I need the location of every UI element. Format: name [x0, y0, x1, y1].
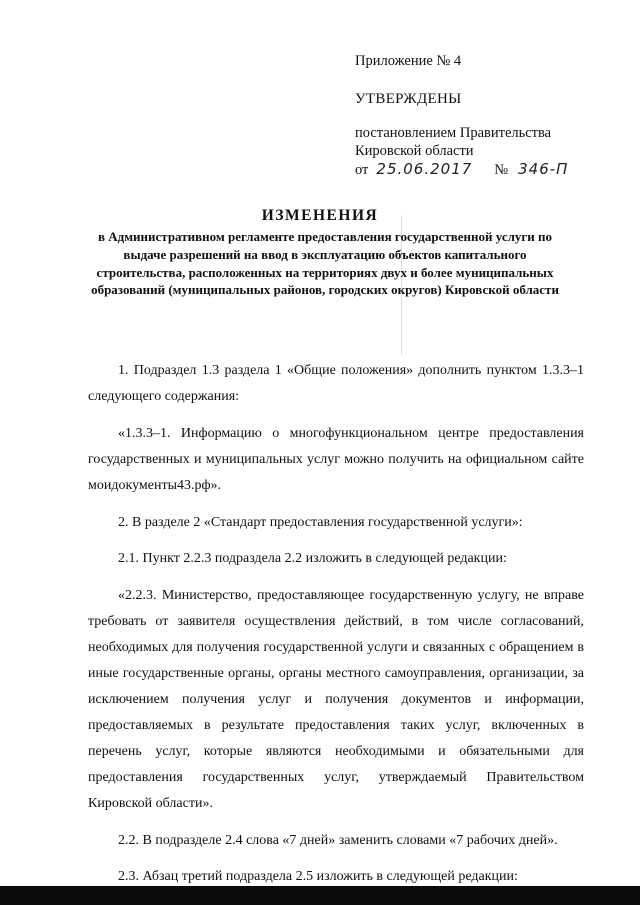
decree-number: 346-П — [518, 160, 569, 178]
paragraph-2: «1.3.3–1. Информацию о многофункциональном центре предоставления государственных и муниципальных услуг можно получить на официальном сайте моидокументы43.рф». — [88, 425, 584, 493]
appendix-label: Приложение № 4 — [355, 53, 462, 69]
paragraph-6: 2.2. В подразделе 2.4 слова «7 дней» заменить словами «7 рабочих дней». — [118, 832, 558, 848]
decree-date-prefix: от — [355, 162, 369, 178]
document-subtitle: в Административном регламенте предоставления государственной услуги по выдаче разрешений на ввод в эксплуатацию объектов капитального строительства, расположенных на территориях двух и более муниципальных образований (муниципальных районов, городских округов) Кировской области — [91, 229, 559, 298]
document-title: ИЗМЕНЕНИЯ — [261, 207, 379, 224]
scan-bottom-border — [0, 886, 640, 905]
approved-label: УТВЕРЖДЕНЫ — [355, 91, 462, 107]
decree-line-1: постановлением Правительства — [355, 125, 552, 141]
paragraph-4: 2.1. Пункт 2.2.3 подраздела 2.2 изложить в следующей редакции: — [118, 551, 507, 567]
document-body — [88, 358, 584, 890]
decree-date-line — [355, 160, 568, 179]
decree-date: 25.06.2017 — [376, 160, 473, 178]
paragraph-7: 2.3. Абзац третий подраздела 2.5 изложить в следующей редакции: — [118, 869, 518, 885]
paragraph-5: «2.2.3. Министерство, предоставляющее государственную услугу, не вправе требовать от заявителя осуществления действий, в том числе согласований, необходимых для получения государственной услуги и связанных с обращением в иные государственные органы, органы местного самоуправления, организации, за исключением получения услуг и получения документов и информации, предоставляемых в результате предоставления таких услуг, включенных в перечень услуг, которые являются необходимыми и обязательными для предоставления государственных услуг, утверждаемый Правительством Кировской области». — [88, 588, 584, 811]
decree-line-2: Кировской области — [355, 143, 474, 159]
decree-number-prefix: № — [494, 162, 509, 178]
paragraph-3: 2. В разделе 2 «Стандарт предоставления государственной услуги»: — [118, 514, 523, 530]
paragraph-1: 1. Подраздел 1.3 раздела 1 «Общие положения» дополнить пунктом 1.3.3–1 следующего содержания: — [88, 363, 584, 404]
